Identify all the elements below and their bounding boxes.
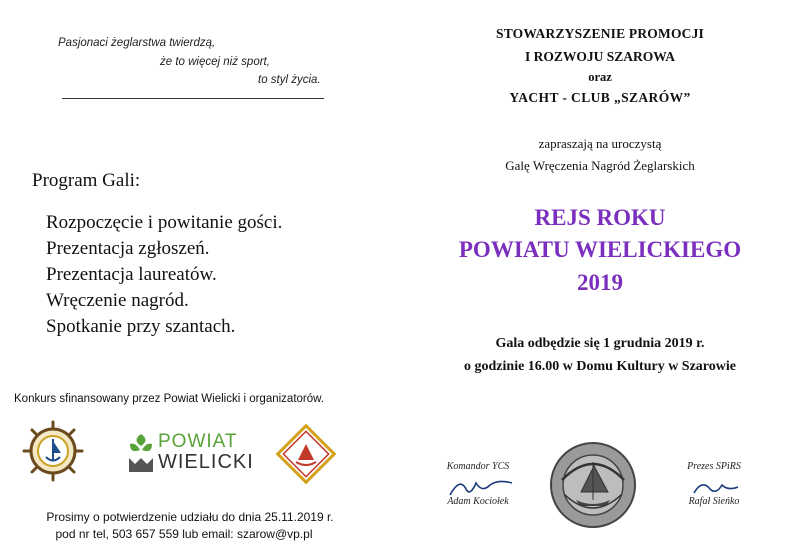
rejs-roku-seal — [548, 440, 638, 530]
powiat-wielicki-logo — [126, 430, 254, 476]
organizer-line-3: YACHT - CLUB „SZARÓW” — [509, 90, 691, 105]
sponsor-note: Konkurs sfinansowany przez Powiat Wielicki i organizatorów. — [14, 393, 324, 405]
signature-right — [664, 461, 764, 507]
event-year: 2019 — [577, 270, 623, 295]
signature-left-scribble — [446, 471, 516, 501]
invite-line-1: zapraszają na uroczystą — [538, 136, 662, 151]
signature-left-name: Adam Kociołek — [447, 496, 509, 507]
confirm-line-1: Prosimy o potwierdzenie udziału do dnia 25.11.2019 r. — [46, 510, 334, 524]
motto-line-1: Pasjonaci żeglarstwa twierdzą, — [58, 37, 216, 49]
organizer-conjunction: oraz — [588, 70, 612, 84]
powiat-logo-line-2: WIELICKI — [158, 451, 254, 473]
program-item: Wręczenie nagród. — [46, 290, 189, 311]
organizer-line-2: I ROZWOJU SZAROWA — [524, 49, 676, 64]
program-item: Rozpoczęcie i powitanie gości. — [46, 212, 283, 233]
program-title: Program Gali: — [32, 170, 141, 191]
yacht-club-wheel-logo — [22, 420, 84, 482]
program-item: Prezentacja zgłoszeń. — [46, 238, 210, 259]
signature-left-role: Komandor YCS — [446, 461, 510, 472]
powiat-logo-line-1: POWIAT — [158, 431, 238, 452]
signature-right-scribble — [682, 471, 752, 501]
signature-right-name: Rafał Sieńko — [688, 496, 740, 507]
event-title-line-2: POWIATU WIELICKIEGO — [458, 237, 742, 262]
motto-line-2: że to więcej niż sport, — [160, 56, 270, 68]
program-item: Prezentacja laureatów. — [46, 264, 217, 285]
motto-divider — [62, 98, 324, 99]
gala-time-location: o godzinie 16.00 w Domu Kultury w Szarowie — [464, 359, 736, 374]
organizer-line-1: STOWARZYSZENIE PROMOCJI — [495, 26, 705, 41]
gala-date: Gala odbędzie się 1 grudnia 2019 r. — [495, 336, 705, 351]
confirm-line-2: pod nr tel, 503 657 559 lub email: szarow@vp.pl — [55, 527, 313, 541]
event-title-line-1: REJS ROKU — [534, 205, 666, 230]
program-item: Spotkanie przy szantach. — [46, 316, 236, 337]
invite-line-2: Galę Wręczenia Nagród Żeglarskich — [505, 158, 695, 173]
szarow-association-logo — [276, 424, 336, 484]
right-panel — [400, 0, 800, 554]
signature-right-role: Prezes SPiRS — [687, 461, 741, 472]
motto-line-3: to styl życia. — [258, 74, 321, 86]
program-list — [46, 210, 282, 340]
signature-left — [428, 461, 528, 507]
